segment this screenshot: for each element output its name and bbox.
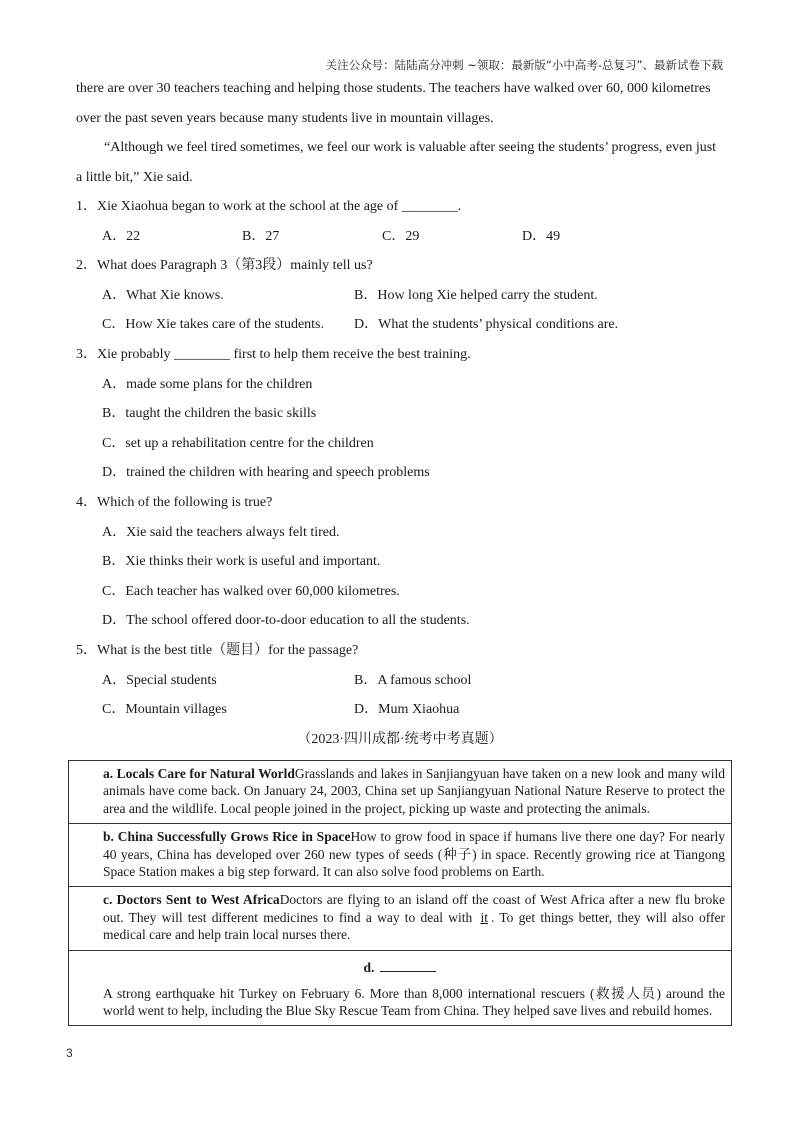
news-item-a <box>69 761 731 824</box>
option: C．Each teacher has walked over 60,000 kilometres. <box>102 583 400 599</box>
question-stem: 4．Which of the following is true? <box>76 494 273 510</box>
options-row <box>76 222 724 252</box>
passage-line: “Although we feel tired sometimes, we feel our work is valuable after seeing the students’ progress, even just <box>104 140 717 155</box>
news-title: d. <box>363 959 375 975</box>
page-number: 3 <box>66 1046 73 1060</box>
option: B．Xie thinks their work is useful and important. <box>102 554 381 570</box>
option: C．set up a rehabilitation centre for the children <box>102 435 374 451</box>
passage-line: there are over 30 teachers teaching and helping those students. The teachers have walked over 60, 000 kilometres <box>76 81 711 96</box>
question-stem: 2．What does Paragraph 3（第3段）mainly tell us? <box>76 258 373 274</box>
news-item-d <box>69 951 731 1026</box>
news-item-c <box>69 887 731 950</box>
option: A．Xie said the teachers always felt tired. <box>102 524 340 540</box>
options-row <box>76 281 724 311</box>
option: D．Mum Xiaohua <box>354 702 460 718</box>
header-note: 关注公众号：陆陆高分冲刺 ~领取：最新版“小中高考-总复习”、最新试卷下载 <box>325 58 723 72</box>
news-body: . To get things better, they will also offer medical care and help train local nurses there. <box>103 909 725 943</box>
options-row <box>76 666 724 696</box>
option: D．trained the children with hearing and speech problems <box>102 465 430 481</box>
option: B．A famous school <box>354 672 472 688</box>
news-title: a. Locals Care for Natural World <box>103 766 295 781</box>
option: A．made some plans for the children <box>102 376 313 392</box>
news-title: b. China Successfully Grows Rice in Space <box>103 829 351 845</box>
source-note: （2023·四川成都·统考中考真题） <box>297 731 503 747</box>
passage-line: over the past seven years because many students live in mountain villages. <box>76 110 494 126</box>
main-content <box>76 74 724 754</box>
underlined-word: it <box>480 909 488 925</box>
news-table <box>68 760 732 1026</box>
option: C．29 <box>382 228 420 244</box>
option: D．49 <box>522 228 561 244</box>
news-body: How to grow food in space if humans live there one day? For nearly 40 years, China has developed over 260 new types of seeds (种子) in space. Recently growing rice at Tiangong Space Station makes a big step forward. It can also solve food problems on Earth. <box>103 829 725 880</box>
news-title: c. Doctors Sent to West Africa <box>103 892 280 908</box>
question-stem: 3．Xie probably ________ first to help them receive the best training. <box>76 346 471 362</box>
option: D．What the students’ physical conditions are. <box>354 317 619 333</box>
option: C．How Xie takes care of the students. <box>102 317 324 333</box>
option: D．The school offered door-to-door education to all the students. <box>102 613 470 629</box>
question-stem: 5．What is the best title（题目）for the passage? <box>76 642 359 658</box>
option: B．27 <box>242 228 280 244</box>
options-row <box>76 310 724 340</box>
option: B．How long Xie helped carry the student. <box>354 287 598 303</box>
news-body: A strong earthquake hit Turkey on February 6. More than 8,000 international rescuers (救援人员) around the world went to help, including the Blue Sky Rescue Team from China. They helped save lives and rebuild homes. <box>103 985 725 1019</box>
option: A．What Xie knows. <box>102 287 224 303</box>
option: A．Special students <box>102 672 217 688</box>
news-body: Grasslands and lakes in Sanjiangyuan have taken on a new look and many wild animals have come back. On January 24, 2003, China set up Sanjiangyuan National Nature Reserve to protect the area and the wildlife. Local people joined in the project, picking up waste and protecting the animals. <box>103 766 725 816</box>
option: C．Mountain villages <box>102 702 227 718</box>
option: B．taught the children the basic skills <box>102 406 317 422</box>
passage-line: a little bit,” Xie said. <box>76 169 193 185</box>
news-body: Doctors are flying to an island off the coast of West Africa after a new flu broke out. They will test different medicines to find a way to deal with <box>103 892 725 925</box>
question-stem: 1．Xie Xiaohua began to work at the school at the age of ________. <box>76 199 462 214</box>
option: A．22 <box>102 228 141 244</box>
options-row <box>76 695 724 725</box>
answer-blank <box>380 959 436 972</box>
news-item-b <box>69 824 731 887</box>
